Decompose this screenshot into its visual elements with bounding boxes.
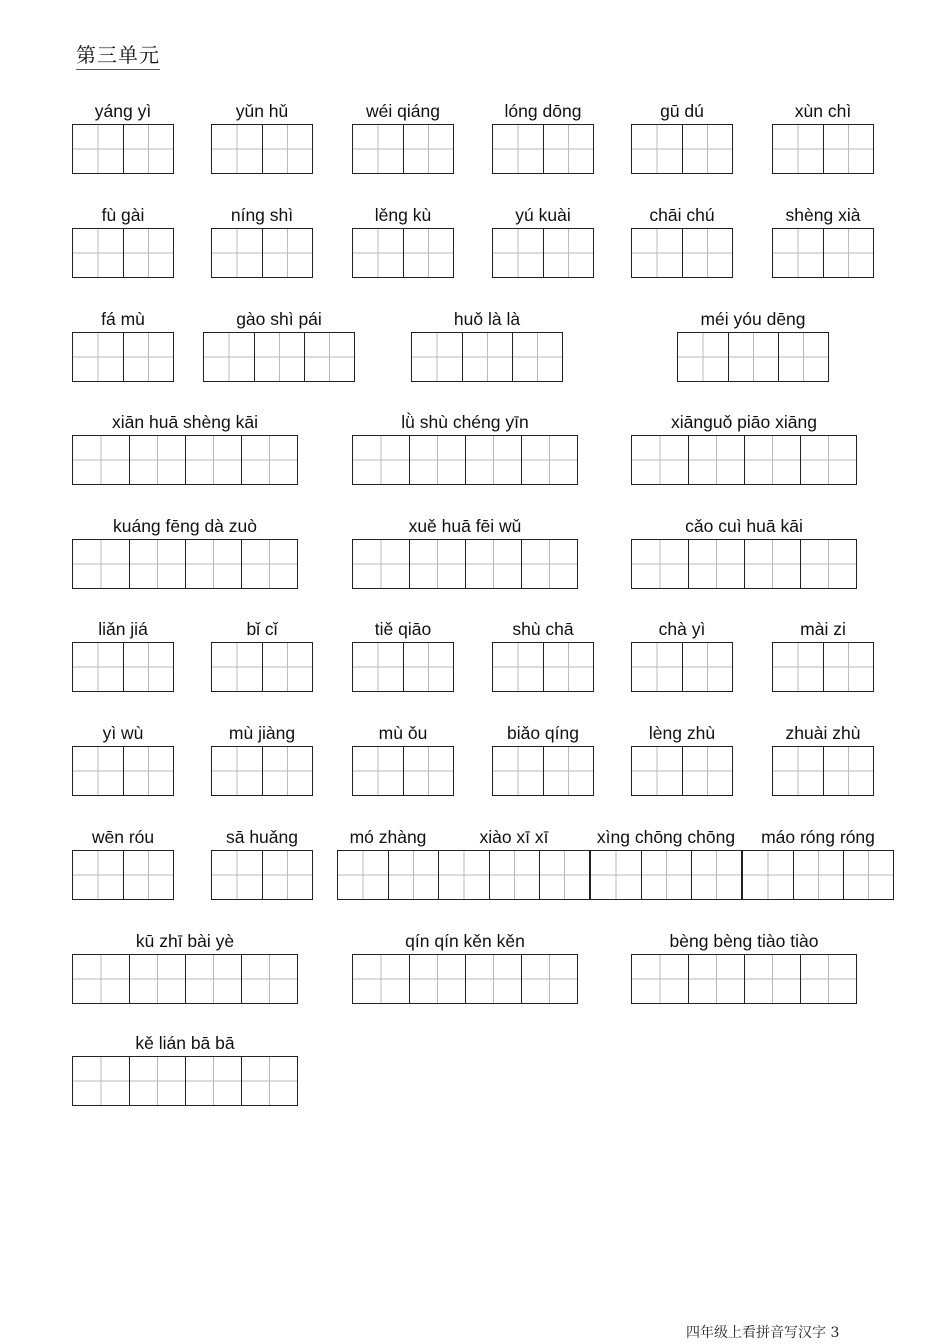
writing-cell[interactable] bbox=[409, 955, 465, 1003]
writing-grid bbox=[492, 124, 594, 174]
writing-cell[interactable] bbox=[543, 747, 593, 795]
writing-cell[interactable] bbox=[641, 851, 691, 899]
writing-cell[interactable] bbox=[744, 540, 800, 588]
writing-cell[interactable] bbox=[73, 955, 129, 1003]
writing-cell[interactable] bbox=[493, 643, 543, 691]
writing-cell[interactable] bbox=[823, 229, 873, 277]
pinyin-label: lóng dōng bbox=[504, 101, 582, 121]
writing-cell[interactable] bbox=[73, 436, 129, 484]
pinyin-label: sā huǎng bbox=[225, 827, 298, 847]
writing-grid bbox=[211, 850, 313, 900]
writing-grid bbox=[492, 746, 594, 796]
pinyin-label: xùn chì bbox=[794, 101, 852, 121]
writing-grid bbox=[72, 539, 298, 589]
writing-grid bbox=[72, 435, 298, 485]
writing-cell[interactable] bbox=[129, 1057, 185, 1105]
writing-cell[interactable] bbox=[773, 125, 823, 173]
writing-cell[interactable] bbox=[262, 747, 312, 795]
writing-grid bbox=[352, 539, 578, 589]
writing-cell[interactable] bbox=[465, 436, 521, 484]
writing-grid bbox=[631, 539, 857, 589]
writing-cell[interactable] bbox=[688, 540, 744, 588]
writing-cell[interactable] bbox=[73, 747, 123, 795]
pinyin-label: mù jiàng bbox=[228, 723, 296, 743]
pinyin-label: fá mù bbox=[101, 309, 145, 329]
writing-cell[interactable] bbox=[465, 955, 521, 1003]
writing-grid bbox=[631, 954, 857, 1004]
writing-cell[interactable] bbox=[773, 747, 823, 795]
writing-cell[interactable] bbox=[241, 540, 297, 588]
writing-cell[interactable] bbox=[212, 229, 262, 277]
pinyin-label: xiānguǒ piāo xiāng bbox=[671, 412, 817, 432]
writing-grid bbox=[72, 954, 298, 1004]
writing-cell[interactable] bbox=[632, 540, 688, 588]
writing-grid bbox=[72, 332, 174, 382]
writing-grid bbox=[492, 228, 594, 278]
writing-grid bbox=[72, 228, 174, 278]
writing-grid bbox=[631, 435, 857, 485]
writing-cell[interactable] bbox=[489, 851, 539, 899]
writing-cell[interactable] bbox=[123, 229, 173, 277]
pinyin-label: xuě huā fēi wǔ bbox=[408, 516, 522, 536]
writing-cell[interactable] bbox=[412, 333, 462, 381]
writing-grid bbox=[631, 746, 733, 796]
writing-cell[interactable] bbox=[632, 436, 688, 484]
writing-cell[interactable] bbox=[123, 333, 173, 381]
writing-cell[interactable] bbox=[439, 851, 489, 899]
writing-cell[interactable] bbox=[632, 125, 682, 173]
pinyin-label: yǔn hǔ bbox=[235, 101, 289, 121]
writing-cell[interactable] bbox=[185, 1057, 241, 1105]
writing-cell[interactable] bbox=[678, 333, 728, 381]
writing-grid bbox=[772, 228, 874, 278]
writing-grid bbox=[337, 850, 439, 900]
writing-cell[interactable] bbox=[123, 643, 173, 691]
writing-cell[interactable] bbox=[823, 747, 873, 795]
pinyin-label: wēn róu bbox=[91, 827, 155, 847]
writing-grid bbox=[631, 124, 733, 174]
writing-cell[interactable] bbox=[823, 125, 873, 173]
writing-cell[interactable] bbox=[691, 851, 741, 899]
writing-cell[interactable] bbox=[688, 955, 744, 1003]
writing-cell[interactable] bbox=[123, 747, 173, 795]
pinyin-label: biǎo qíng bbox=[506, 723, 579, 743]
writing-cell[interactable] bbox=[682, 747, 732, 795]
writing-cell[interactable] bbox=[73, 540, 129, 588]
pinyin-label: mài zi bbox=[800, 619, 846, 639]
pinyin-label: chà yì bbox=[658, 619, 706, 639]
page-footer: 四年级上看拼音写汉字 3 bbox=[686, 1325, 840, 1341]
writing-cell[interactable] bbox=[403, 643, 453, 691]
writing-cell[interactable] bbox=[543, 643, 593, 691]
writing-cell[interactable] bbox=[632, 747, 682, 795]
writing-cell[interactable] bbox=[129, 540, 185, 588]
writing-cell[interactable] bbox=[409, 540, 465, 588]
writing-cell[interactable] bbox=[512, 333, 562, 381]
writing-cell[interactable] bbox=[73, 125, 123, 173]
writing-grid bbox=[352, 954, 578, 1004]
writing-cell[interactable] bbox=[493, 747, 543, 795]
writing-cell[interactable] bbox=[204, 333, 254, 381]
writing-grid bbox=[211, 124, 313, 174]
pinyin-label: shèng xià bbox=[785, 205, 861, 225]
writing-cell[interactable] bbox=[338, 851, 388, 899]
writing-grid bbox=[72, 642, 174, 692]
writing-cell[interactable] bbox=[353, 229, 403, 277]
writing-grid bbox=[438, 850, 590, 900]
writing-cell[interactable] bbox=[129, 436, 185, 484]
writing-cell[interactable] bbox=[465, 540, 521, 588]
writing-cell[interactable] bbox=[241, 955, 297, 1003]
writing-cell[interactable] bbox=[262, 125, 312, 173]
writing-cell[interactable] bbox=[212, 643, 262, 691]
pinyin-label: huǒ là là bbox=[453, 309, 521, 329]
writing-cell[interactable] bbox=[73, 229, 123, 277]
writing-grid bbox=[631, 642, 733, 692]
writing-cell[interactable] bbox=[744, 955, 800, 1003]
writing-cell[interactable] bbox=[254, 333, 304, 381]
writing-cell[interactable] bbox=[521, 436, 577, 484]
writing-grid bbox=[211, 642, 313, 692]
writing-cell[interactable] bbox=[262, 229, 312, 277]
pinyin-label: máo róng róng bbox=[761, 827, 875, 847]
pinyin-label: mó zhàng bbox=[349, 827, 427, 847]
writing-grid bbox=[772, 124, 874, 174]
writing-cell[interactable] bbox=[632, 643, 682, 691]
writing-grid bbox=[631, 228, 733, 278]
writing-cell[interactable] bbox=[403, 125, 453, 173]
pinyin-label: bèng bèng tiào tiào bbox=[669, 931, 819, 951]
writing-cell[interactable] bbox=[353, 955, 409, 1003]
page-title: 第三单元 bbox=[76, 42, 160, 70]
writing-cell[interactable] bbox=[493, 229, 543, 277]
writing-cell[interactable] bbox=[800, 955, 856, 1003]
writing-grid bbox=[352, 124, 454, 174]
writing-grid bbox=[492, 642, 594, 692]
writing-cell[interactable] bbox=[241, 1057, 297, 1105]
writing-cell[interactable] bbox=[543, 125, 593, 173]
writing-cell[interactable] bbox=[773, 643, 823, 691]
pinyin-label: yáng yì bbox=[94, 101, 152, 121]
writing-cell[interactable] bbox=[521, 955, 577, 1003]
writing-cell[interactable] bbox=[129, 955, 185, 1003]
writing-cell[interactable] bbox=[185, 540, 241, 588]
writing-grid bbox=[677, 332, 829, 382]
pinyin-label: zhuài zhù bbox=[785, 723, 861, 743]
writing-cell[interactable] bbox=[212, 747, 262, 795]
writing-cell[interactable] bbox=[353, 747, 403, 795]
writing-cell[interactable] bbox=[728, 333, 778, 381]
writing-grid bbox=[772, 642, 874, 692]
writing-cell[interactable] bbox=[773, 229, 823, 277]
writing-cell[interactable] bbox=[744, 436, 800, 484]
pinyin-label: tiě qiāo bbox=[374, 619, 432, 639]
writing-cell[interactable] bbox=[353, 125, 403, 173]
writing-cell[interactable] bbox=[353, 540, 409, 588]
writing-grid bbox=[211, 228, 313, 278]
writing-cell[interactable] bbox=[123, 851, 173, 899]
writing-cell[interactable] bbox=[123, 125, 173, 173]
pinyin-label: wéi qiáng bbox=[366, 101, 440, 121]
writing-grid bbox=[203, 332, 355, 382]
writing-cell[interactable] bbox=[212, 851, 262, 899]
writing-grid bbox=[72, 746, 174, 796]
writing-cell[interactable] bbox=[73, 851, 123, 899]
pinyin-label: gào shì pái bbox=[236, 309, 322, 329]
writing-cell[interactable] bbox=[353, 643, 403, 691]
writing-cell[interactable] bbox=[823, 643, 873, 691]
writing-cell[interactable] bbox=[800, 436, 856, 484]
writing-cell[interactable] bbox=[73, 1057, 129, 1105]
writing-cell[interactable] bbox=[682, 643, 732, 691]
writing-cell[interactable] bbox=[743, 851, 793, 899]
pinyin-label: bǐ cǐ bbox=[246, 619, 278, 639]
writing-cell[interactable] bbox=[539, 851, 589, 899]
pinyin-label: kuáng fēng dà zuò bbox=[112, 516, 257, 536]
writing-cell[interactable] bbox=[462, 333, 512, 381]
pinyin-label: níng shì bbox=[230, 205, 294, 225]
writing-grid bbox=[72, 1056, 298, 1106]
writing-cell[interactable] bbox=[493, 125, 543, 173]
pinyin-label: shù chā bbox=[512, 619, 574, 639]
writing-cell[interactable] bbox=[185, 955, 241, 1003]
writing-cell[interactable] bbox=[591, 851, 641, 899]
writing-cell[interactable] bbox=[793, 851, 843, 899]
writing-cell[interactable] bbox=[185, 436, 241, 484]
pinyin-label: xiào xī xī bbox=[479, 827, 549, 847]
pinyin-label: qín qín kěn kěn bbox=[405, 931, 525, 951]
pinyin-label: xiān huā shèng kāi bbox=[112, 412, 258, 432]
writing-grid bbox=[352, 642, 454, 692]
pinyin-label: lěng kù bbox=[374, 205, 432, 225]
writing-grid bbox=[72, 124, 174, 174]
pinyin-label: yì wù bbox=[102, 723, 144, 743]
pinyin-label: kū zhī bài yè bbox=[135, 931, 235, 951]
pinyin-label: lèng zhù bbox=[648, 723, 716, 743]
writing-cell[interactable] bbox=[521, 540, 577, 588]
writing-cell[interactable] bbox=[73, 333, 123, 381]
pinyin-label: mù ǒu bbox=[378, 723, 428, 743]
writing-grid bbox=[742, 850, 894, 900]
writing-cell[interactable] bbox=[632, 229, 682, 277]
writing-grid bbox=[352, 228, 454, 278]
pinyin-label: yú kuài bbox=[515, 205, 571, 225]
pinyin-label: kě lián bā bā bbox=[135, 1033, 235, 1053]
writing-grid bbox=[411, 332, 563, 382]
pinyin-label: gū dú bbox=[660, 101, 704, 121]
pinyin-label: liǎn jiá bbox=[98, 619, 148, 639]
pinyin-label: fù gài bbox=[101, 205, 145, 225]
writing-cell[interactable] bbox=[778, 333, 828, 381]
writing-cell[interactable] bbox=[800, 540, 856, 588]
writing-grid bbox=[772, 746, 874, 796]
writing-cell[interactable] bbox=[353, 436, 409, 484]
writing-cell[interactable] bbox=[403, 747, 453, 795]
writing-cell[interactable] bbox=[241, 436, 297, 484]
writing-grid bbox=[352, 746, 454, 796]
writing-cell[interactable] bbox=[73, 643, 123, 691]
writing-cell[interactable] bbox=[543, 229, 593, 277]
writing-grid bbox=[72, 850, 174, 900]
writing-cell[interactable] bbox=[409, 436, 465, 484]
writing-cell[interactable] bbox=[304, 333, 354, 381]
writing-cell[interactable] bbox=[403, 229, 453, 277]
pinyin-label: lǜ shù chéng yīn bbox=[401, 412, 529, 432]
writing-grid bbox=[352, 435, 578, 485]
writing-cell[interactable] bbox=[262, 643, 312, 691]
writing-cell[interactable] bbox=[632, 955, 688, 1003]
pinyin-label: cǎo cuì huā kāi bbox=[685, 516, 803, 536]
writing-grid bbox=[211, 746, 313, 796]
writing-cell[interactable] bbox=[682, 125, 732, 173]
writing-cell[interactable] bbox=[682, 229, 732, 277]
writing-cell[interactable] bbox=[262, 851, 312, 899]
pinyin-label: xìng chōng chōng bbox=[596, 827, 736, 847]
pinyin-label: méi yóu dēng bbox=[700, 309, 806, 329]
writing-grid bbox=[590, 850, 742, 900]
writing-cell[interactable] bbox=[388, 851, 438, 899]
pinyin-label: chāi chú bbox=[649, 205, 715, 225]
writing-cell[interactable] bbox=[688, 436, 744, 484]
writing-cell[interactable] bbox=[843, 851, 893, 899]
writing-cell[interactable] bbox=[212, 125, 262, 173]
